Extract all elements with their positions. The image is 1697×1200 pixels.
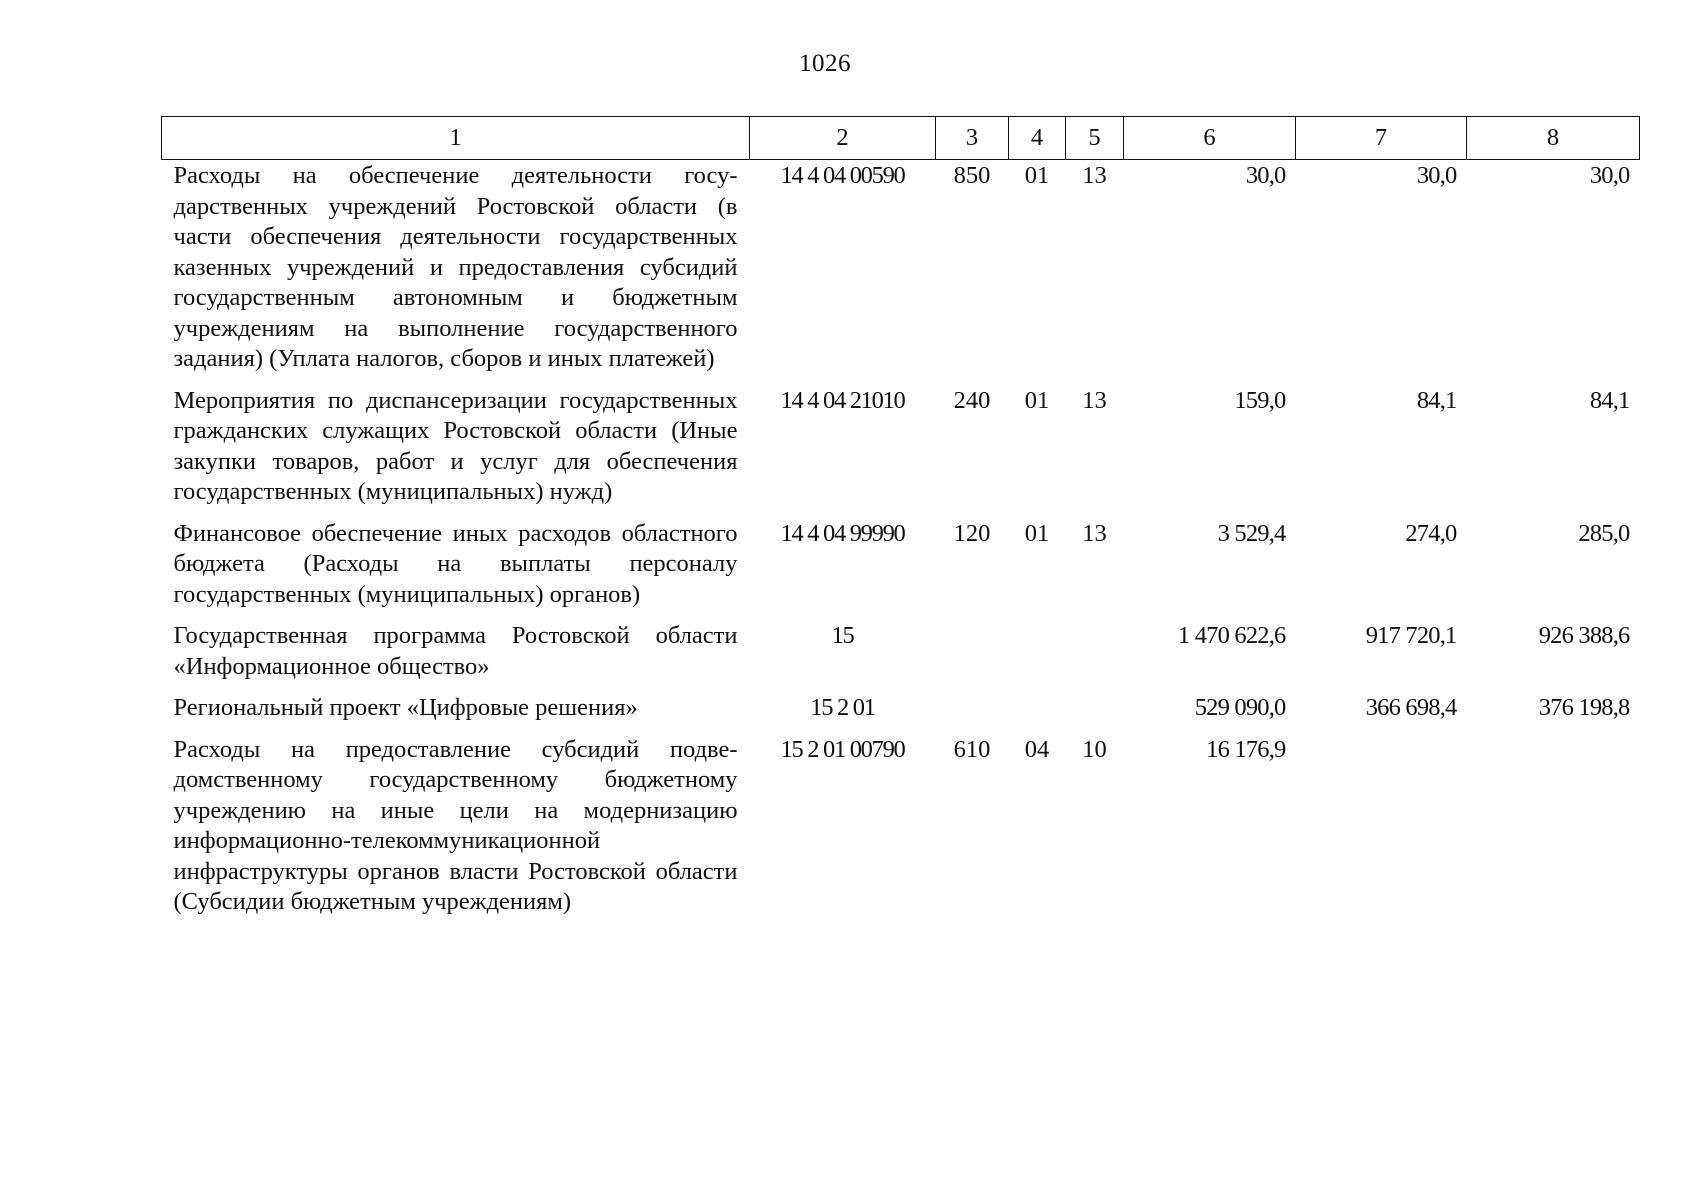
table-row: [162, 518, 1640, 621]
row-rz: [1009, 692, 1066, 734]
row-code: 14 4 04 21010: [780, 386, 905, 414]
row-pr: 13: [1082, 386, 1107, 414]
row-amount-8: 84,1: [1589, 386, 1630, 414]
row-rz: [1009, 620, 1066, 692]
column-header-2: 2: [750, 117, 936, 160]
column-header-3: 3: [936, 117, 1009, 160]
row-rz: 01: [1024, 386, 1050, 414]
budget-table: [161, 116, 1640, 928]
row-vr: 850: [953, 162, 991, 189]
column-header-5: 5: [1066, 117, 1124, 160]
column-header-7: 7: [1296, 117, 1467, 160]
table-row: [162, 620, 1640, 692]
row-pr: [1066, 692, 1124, 734]
row-vr: [936, 692, 1009, 734]
row-amount-7: 917 720,1: [1365, 622, 1457, 649]
row-name: Региональный проект «Цифровые решения»: [173, 694, 638, 721]
row-pr: 10: [1082, 735, 1107, 763]
page-number: 1026: [799, 50, 851, 77]
row-pr: 13: [1082, 519, 1107, 547]
row-amount-7: 84,1: [1416, 386, 1457, 414]
row-amount-8: 285,0: [1578, 519, 1630, 547]
row-amount-6: 16 176,9: [1206, 735, 1286, 763]
row-amount-7: 30,0: [1416, 162, 1457, 189]
row-code: 15 2 01: [810, 694, 875, 721]
table-row: [162, 692, 1640, 734]
row-name: Финансовое обеспечение иных расходов областного бюджета (Расходы на выплаты персоналу государственных (муниципальных) органов): [173, 519, 738, 608]
row-vr: 120: [953, 519, 991, 547]
header-row: [162, 117, 1640, 160]
row-amount-6: 159,0: [1234, 386, 1286, 414]
row-amount-7: 366 698,4: [1365, 694, 1457, 721]
row-amount-8: [1467, 734, 1640, 928]
row-amount-8: 926 388,6: [1538, 622, 1630, 649]
row-amount-7: 274,0: [1405, 519, 1457, 547]
row-code: 14 4 04 99990: [780, 519, 905, 547]
row-amount-8: 376 198,8: [1538, 694, 1630, 721]
row-pr: [1066, 620, 1124, 692]
column-header-4: 4: [1009, 117, 1066, 160]
column-header-6: 6: [1124, 117, 1296, 160]
row-vr: 610: [953, 735, 991, 763]
row-rz: 01: [1024, 519, 1050, 547]
row-name: Расходы на обеспечение деятельности государственных учреждений Ростовской области (в части обеспечения деятельности государственных казенных учреждений и предоставления субсидий государственным автономным и бюджетным учреждениям на выполнение государственного задания) (Уплата налогов, сборов и иных платежей): [173, 162, 738, 372]
table-row: [162, 160, 1640, 385]
row-name: Расходы на предоставление субсидий подведомственному государственному бюджетному учреждению на иные цели на модернизацию информационно-телекоммуникационной инфраструктуры органов власти Ростовской области (Субсидии бюджетным учреждениям): [173, 735, 738, 915]
table-row: [162, 385, 1640, 518]
row-name: Мероприятия по диспансеризации государственных гражданских служащих Ростовской области (Иные закупки товаров, работ и услуг для обеспечения государственных (муниципальных) нужд): [173, 386, 738, 505]
row-vr: [936, 620, 1009, 692]
row-code: 14 4 04 00590: [780, 162, 905, 189]
row-amount-6: 30,0: [1245, 162, 1286, 189]
row-code: 15 2 01 00790: [780, 735, 905, 763]
column-header-8: 8: [1467, 117, 1640, 160]
row-amount-6: 3 529,4: [1217, 519, 1286, 547]
row-pr: 13: [1082, 162, 1107, 189]
row-amount-7: [1296, 734, 1467, 928]
row-name: Государственная программа Ростовской области «Информационное общество»: [173, 622, 738, 680]
row-rz: 04: [1024, 735, 1050, 763]
row-code: 15: [831, 622, 854, 649]
row-amount-8: 30,0: [1589, 162, 1630, 189]
row-amount-6: 1 470 622,6: [1177, 622, 1286, 649]
row-amount-6: 529 090,0: [1194, 694, 1286, 721]
column-header-1: 1: [162, 117, 750, 160]
row-vr: 240: [953, 386, 991, 414]
table-row: [162, 734, 1640, 928]
row-rz: 01: [1024, 162, 1050, 189]
